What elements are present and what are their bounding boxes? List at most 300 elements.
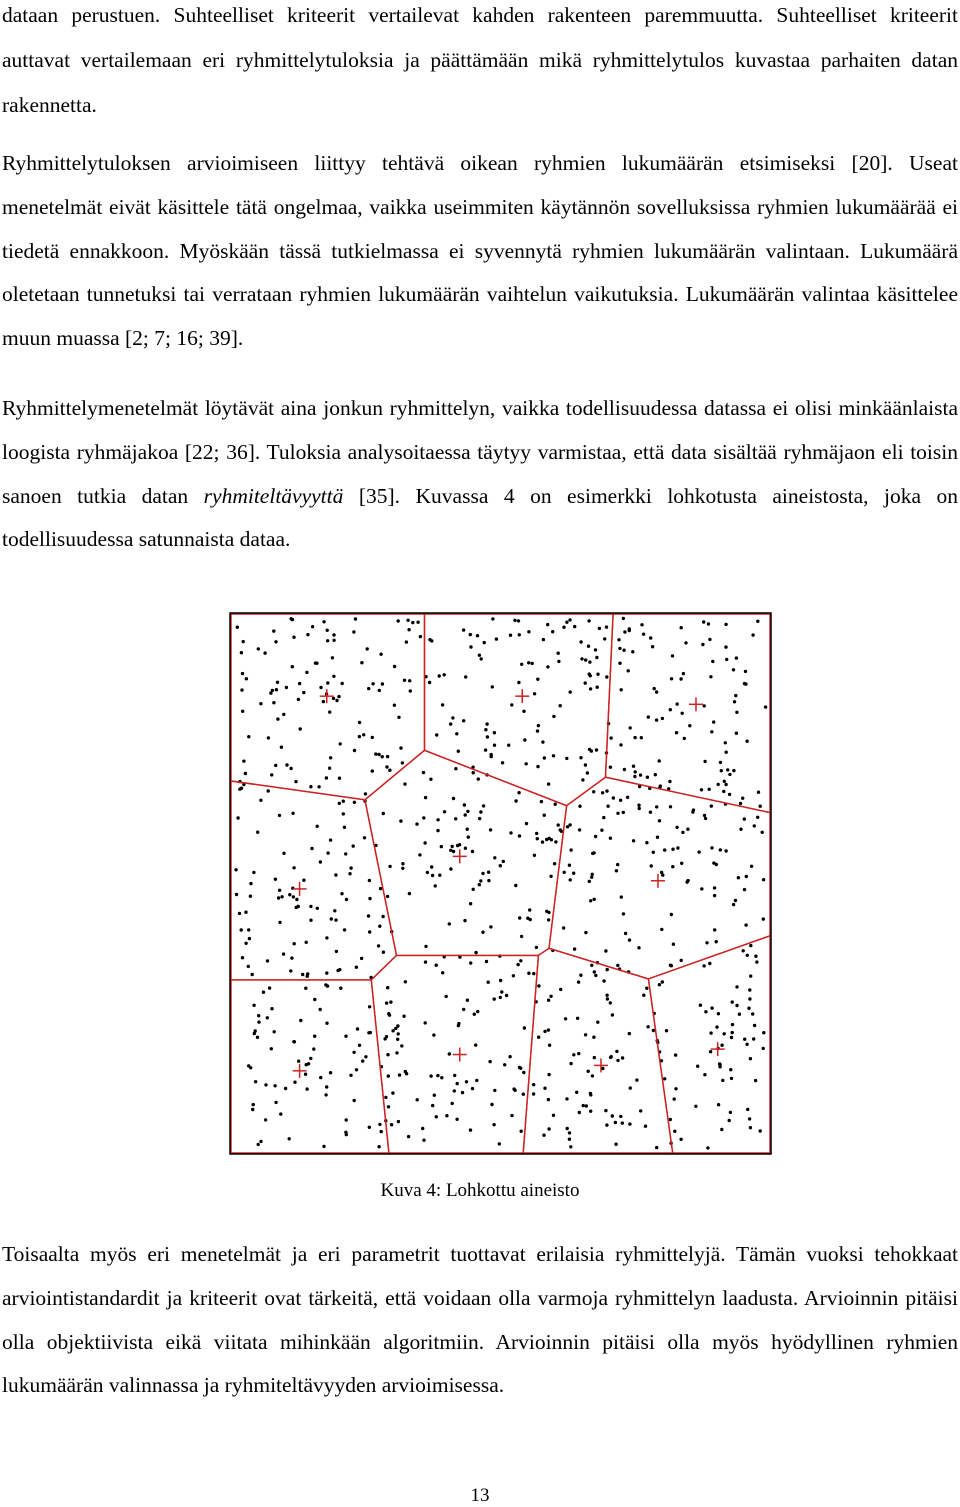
data-point: [438, 874, 441, 877]
data-point: [665, 1029, 668, 1032]
data-point: [642, 994, 645, 997]
data-point: [519, 1067, 522, 1070]
data-point: [499, 996, 502, 999]
data-point: [674, 1087, 677, 1090]
data-point: [386, 895, 389, 898]
data-point: [537, 724, 540, 727]
data-point: [253, 1032, 256, 1035]
data-point: [743, 682, 746, 685]
data-point: [472, 888, 475, 891]
data-point: [640, 736, 643, 739]
data-point: [274, 1101, 277, 1104]
data-point: [591, 873, 594, 876]
data-point: [270, 1007, 273, 1010]
data-point: [249, 1066, 252, 1069]
data-point: [540, 800, 543, 803]
data-point: [522, 1071, 525, 1074]
data-point: [697, 850, 700, 853]
paragraph-evaluation: Toisaalta myös eri menetelmät ja eri parametrit tuottavat erilaisia ryhmittelyjä. Tämän vuoksi tehokkaat arviointistandardit ja kriteerit ovat tärkeitä, että voidaan olla varmoja ryhmittelyn laadusta. Arvioinnin pitäisi olla objektiivista eikä viitata mihinkään algoritmiin. Arvioinnin pitäisi olla myös hyödyllinen ryhmien lukumäärän valinnassa ja ryhmiteltävyyden arvioimisessa.: [2, 1242, 958, 1398]
data-point: [520, 935, 523, 938]
data-point: [424, 1021, 427, 1024]
data-point: [557, 660, 560, 663]
data-point: [756, 620, 759, 623]
data-point: [436, 1074, 439, 1077]
data-point: [305, 671, 308, 674]
data-point: [523, 738, 526, 741]
data-point: [614, 1143, 617, 1146]
data-point: [552, 1114, 555, 1117]
data-point: [322, 1145, 325, 1148]
data-point: [267, 789, 270, 792]
data-point: [743, 1038, 746, 1041]
data-point: [452, 797, 455, 800]
data-point: [518, 916, 521, 919]
data-point: [710, 730, 713, 733]
data-point: [385, 1001, 388, 1004]
data-point: [352, 1051, 355, 1054]
data-point: [298, 682, 301, 685]
data-point: [403, 782, 406, 785]
data-point: [416, 621, 419, 624]
data-point: [474, 1043, 477, 1046]
data-point: [448, 1052, 451, 1055]
data-point: [703, 1073, 706, 1076]
data-point: [364, 1055, 367, 1058]
data-point: [361, 1059, 364, 1062]
data-point: [522, 710, 525, 713]
data-point: [653, 687, 656, 690]
data-point: [382, 812, 385, 815]
data-point: [293, 1081, 296, 1084]
data-point: [546, 665, 549, 668]
data-point: [461, 1091, 464, 1094]
data-point: [368, 930, 371, 933]
data-point: [241, 710, 244, 713]
data-point: [426, 871, 429, 874]
data-point: [317, 785, 320, 788]
data-point: [593, 970, 596, 973]
data-point: [469, 961, 472, 964]
data-point: [522, 1093, 525, 1096]
data-point: [279, 1112, 282, 1115]
data-point: [368, 879, 371, 882]
data-point: [242, 760, 245, 763]
data-point: [587, 645, 590, 648]
data-point: [396, 1038, 399, 1041]
data-point: [545, 838, 548, 841]
data-point: [462, 628, 465, 631]
data-point: [489, 828, 492, 831]
data-point: [480, 657, 483, 660]
data-point: [688, 724, 691, 727]
data-point: [645, 987, 648, 990]
data-point: [332, 697, 335, 700]
data-point: [730, 1036, 733, 1039]
data-point: [628, 629, 631, 632]
data-point: [319, 1008, 322, 1011]
data-point: [378, 1123, 381, 1126]
data-point: [526, 917, 529, 920]
data-point: [464, 847, 467, 850]
data-point: [305, 1087, 308, 1090]
data-point: [632, 839, 635, 842]
data-point: [510, 703, 513, 706]
data-point: [326, 851, 329, 854]
data-point: [679, 1138, 682, 1141]
data-point: [451, 845, 454, 848]
voronoi-boundaries: [231, 614, 770, 1153]
data-point: [455, 1118, 458, 1121]
data-point: [234, 868, 237, 871]
data-point: [400, 1044, 403, 1047]
data-point: [562, 626, 565, 629]
data-point: [387, 1074, 390, 1077]
data-point: [259, 1140, 262, 1143]
data-point: [343, 928, 346, 931]
data-point: [557, 652, 560, 655]
data-point: [710, 846, 713, 849]
data-point: [606, 997, 609, 1000]
data-point: [478, 817, 481, 820]
data-point: [491, 685, 494, 688]
data-point: [451, 716, 454, 719]
paragraph-clusterability-text-2: [35]. Kuvassa 4 on esimerkki lohkotusta aineistosta, joka on todellisuudessa satunnaista dataa.: [2, 483, 958, 552]
voronoi-cell: [231, 781, 397, 980]
data-point: [537, 984, 540, 987]
data-point: [708, 788, 711, 791]
data-point: [584, 931, 587, 934]
data-point: [369, 1031, 372, 1034]
data-point: [401, 862, 404, 865]
data-point: [743, 817, 746, 820]
data-point: [493, 997, 496, 1000]
data-point: [297, 698, 300, 701]
data-point: [273, 1030, 276, 1033]
data-point: [285, 686, 288, 689]
data-point: [408, 679, 411, 682]
data-point: [482, 804, 485, 807]
data-point: [762, 1047, 765, 1050]
data-point: [330, 917, 333, 920]
data-point: [709, 1031, 712, 1034]
data-point: [514, 884, 517, 887]
data-point: [440, 1076, 443, 1079]
data-point: [628, 1032, 631, 1035]
data-point: [328, 767, 331, 770]
data-point: [449, 867, 452, 870]
data-point: [748, 1117, 751, 1120]
data-point: [547, 782, 550, 785]
data-point: [264, 1083, 267, 1086]
data-point: [517, 791, 520, 794]
data-point: [316, 825, 319, 828]
paragraph-relative-criteria: dataan perustuen. Suhteelliset kriteerit vertailevat kahden rakenteen paremmuutta. Suhteelliset kriteerit auttavat vertailemaan eri ryhmittelytuloksia ja päättämään mikä ryhmittelytulos kuvastaa parhaiten datan rakennetta.: [2, 3, 958, 117]
data-point: [419, 635, 422, 638]
data-point: [386, 1053, 389, 1056]
data-point: [605, 625, 608, 628]
data-point: [536, 678, 539, 681]
data-point: [510, 1114, 513, 1117]
data-point: [587, 1070, 590, 1073]
data-point: [596, 673, 599, 676]
data-point: [703, 704, 706, 707]
data-point: [709, 675, 712, 678]
data-point: [589, 687, 592, 690]
data-point: [652, 1029, 655, 1032]
data-point: [352, 844, 355, 847]
data-point: [452, 850, 455, 853]
data-point: [575, 1091, 578, 1094]
data-point: [276, 681, 279, 684]
data-point: [718, 1065, 721, 1068]
data-point: [635, 1078, 638, 1081]
data-point: [633, 736, 636, 739]
data-point: [291, 812, 294, 815]
data-point: [745, 875, 748, 878]
data-point: [423, 841, 426, 844]
data-point: [282, 952, 285, 955]
data-point: [621, 1121, 624, 1124]
data-point: [684, 641, 687, 644]
data-point: [702, 620, 705, 623]
data-point: [479, 810, 482, 813]
data-point: [731, 1000, 734, 1003]
data-point: [367, 687, 370, 690]
data-point: [645, 841, 648, 844]
data-point: [278, 889, 281, 892]
data-point: [764, 705, 767, 708]
data-point: [739, 828, 742, 831]
data-point: [368, 1005, 371, 1008]
data-point: [628, 1122, 631, 1125]
data-point: [671, 848, 674, 851]
data-point: [668, 780, 671, 783]
data-point: [671, 865, 674, 868]
data-point: [457, 1022, 460, 1025]
data-point: [358, 1044, 361, 1047]
data-point: [712, 861, 715, 864]
data-point: [348, 872, 351, 875]
data-point: [520, 1130, 523, 1133]
data-point: [302, 879, 305, 882]
data-point: [584, 1033, 587, 1036]
data-point: [746, 954, 749, 957]
data-point: [249, 882, 252, 885]
data-point: [274, 878, 277, 881]
data-point: [742, 949, 745, 952]
data-point: [405, 640, 408, 643]
data-point: [422, 771, 425, 774]
data-point: [724, 645, 727, 648]
data-point: [676, 846, 679, 849]
data-point: [289, 969, 292, 972]
data-point: [453, 1074, 456, 1077]
data-point: [735, 985, 738, 988]
data-point: [732, 668, 735, 671]
data-point: [741, 797, 744, 800]
data-point: [241, 956, 244, 959]
data-point: [248, 937, 251, 940]
data-point: [332, 675, 335, 678]
data-point: [516, 963, 519, 966]
data-point: [617, 638, 620, 641]
data-point: [592, 790, 595, 793]
data-point: [756, 816, 759, 819]
data-point: [476, 634, 479, 637]
data-point: [257, 1143, 260, 1146]
data-point: [680, 626, 683, 629]
data-point: [487, 981, 490, 984]
data-point: [724, 849, 727, 852]
data-point: [744, 670, 747, 673]
data-point: [750, 865, 753, 868]
data-point: [301, 973, 304, 976]
data-point: [449, 722, 452, 725]
voronoi-cell: [648, 936, 770, 1153]
data-point: [595, 656, 598, 659]
data-point: [466, 828, 469, 831]
data-point: [472, 771, 475, 774]
data-point: [658, 819, 661, 822]
data-point: [569, 1145, 572, 1148]
data-point: [542, 638, 545, 641]
centroid-marker: [293, 1064, 307, 1078]
data-point: [325, 1085, 328, 1088]
data-point: [411, 621, 414, 624]
data-point: [422, 1139, 425, 1142]
data-point: [421, 1127, 424, 1130]
data-point: [732, 769, 735, 772]
paragraph-clusterability: [2, 387, 958, 562]
data-point: [670, 913, 673, 916]
data-point: [471, 850, 474, 853]
data-point: [384, 1096, 387, 1099]
data-point: [319, 686, 322, 689]
data-point: [395, 1051, 398, 1054]
data-point: [238, 912, 241, 915]
data-point: [263, 651, 266, 654]
data-point: [585, 1104, 588, 1107]
data-point: [355, 966, 358, 969]
data-point: [500, 990, 503, 993]
data-point: [616, 863, 619, 866]
data-point: [602, 816, 605, 819]
data-point: [620, 895, 623, 898]
data-point: [590, 964, 593, 967]
data-point: [403, 679, 406, 682]
data-point: [586, 771, 589, 774]
data-point: [484, 728, 487, 731]
data-point: [249, 895, 252, 898]
data-point: [435, 733, 438, 736]
random-data-points: [234, 617, 767, 1150]
data-point: [728, 793, 731, 796]
data-point: [746, 1108, 749, 1111]
data-point: [431, 1104, 434, 1107]
data-point: [401, 761, 404, 764]
data-point: [735, 656, 738, 659]
data-point: [352, 630, 355, 633]
data-point: [418, 853, 421, 856]
data-point: [309, 1057, 312, 1060]
data-point: [273, 1084, 276, 1087]
data-point: [514, 799, 517, 802]
data-point: [501, 761, 504, 764]
data-point: [685, 880, 688, 883]
data-point: [681, 712, 684, 715]
data-point: [466, 810, 469, 813]
data-point: [358, 735, 361, 738]
data-point: [724, 623, 727, 626]
data-point: [328, 710, 331, 713]
data-point: [335, 699, 338, 702]
data-point: [345, 1133, 348, 1136]
data-point: [569, 878, 572, 881]
data-point: [479, 879, 482, 882]
data-point: [737, 876, 740, 879]
data-point: [578, 1111, 581, 1114]
data-point: [428, 638, 431, 641]
data-point: [288, 893, 291, 896]
data-point: [493, 731, 496, 734]
data-point: [523, 1026, 526, 1029]
data-point: [244, 911, 247, 914]
data-point: [355, 1068, 358, 1071]
data-point: [696, 1065, 699, 1068]
data-point: [397, 1120, 400, 1123]
data-point: [278, 921, 281, 924]
data-point: [559, 988, 562, 991]
data-point: [619, 799, 622, 802]
data-point: [292, 636, 295, 639]
data-point: [533, 854, 536, 857]
data-point: [614, 1121, 617, 1124]
data-point: [527, 972, 530, 975]
data-point: [380, 1130, 383, 1133]
data-point: [747, 1007, 750, 1010]
data-point: [242, 640, 245, 643]
data-point: [562, 926, 565, 929]
data-point: [338, 777, 341, 780]
data-point: [568, 1131, 571, 1134]
voronoi-cell: [425, 614, 614, 806]
data-point: [622, 649, 625, 652]
data-point: [277, 896, 280, 899]
data-point: [334, 918, 337, 921]
data-point: [389, 1000, 392, 1003]
data-point: [360, 661, 363, 664]
data-point: [730, 1077, 733, 1080]
data-point: [615, 1050, 618, 1053]
data-point: [366, 647, 369, 650]
data-point: [244, 772, 247, 775]
data-point: [367, 914, 370, 917]
data-point: [720, 1044, 723, 1047]
data-point: [486, 735, 489, 738]
data-point: [424, 796, 427, 799]
data-point: [584, 681, 587, 684]
data-point: [593, 1056, 596, 1059]
data-point: [247, 965, 250, 968]
data-point: [757, 791, 760, 794]
data-point: [588, 672, 591, 675]
data-point: [725, 658, 728, 661]
data-point: [290, 956, 293, 959]
data-point: [322, 620, 325, 623]
data-point: [632, 765, 635, 768]
data-point: [616, 964, 619, 967]
data-point: [407, 1135, 410, 1138]
